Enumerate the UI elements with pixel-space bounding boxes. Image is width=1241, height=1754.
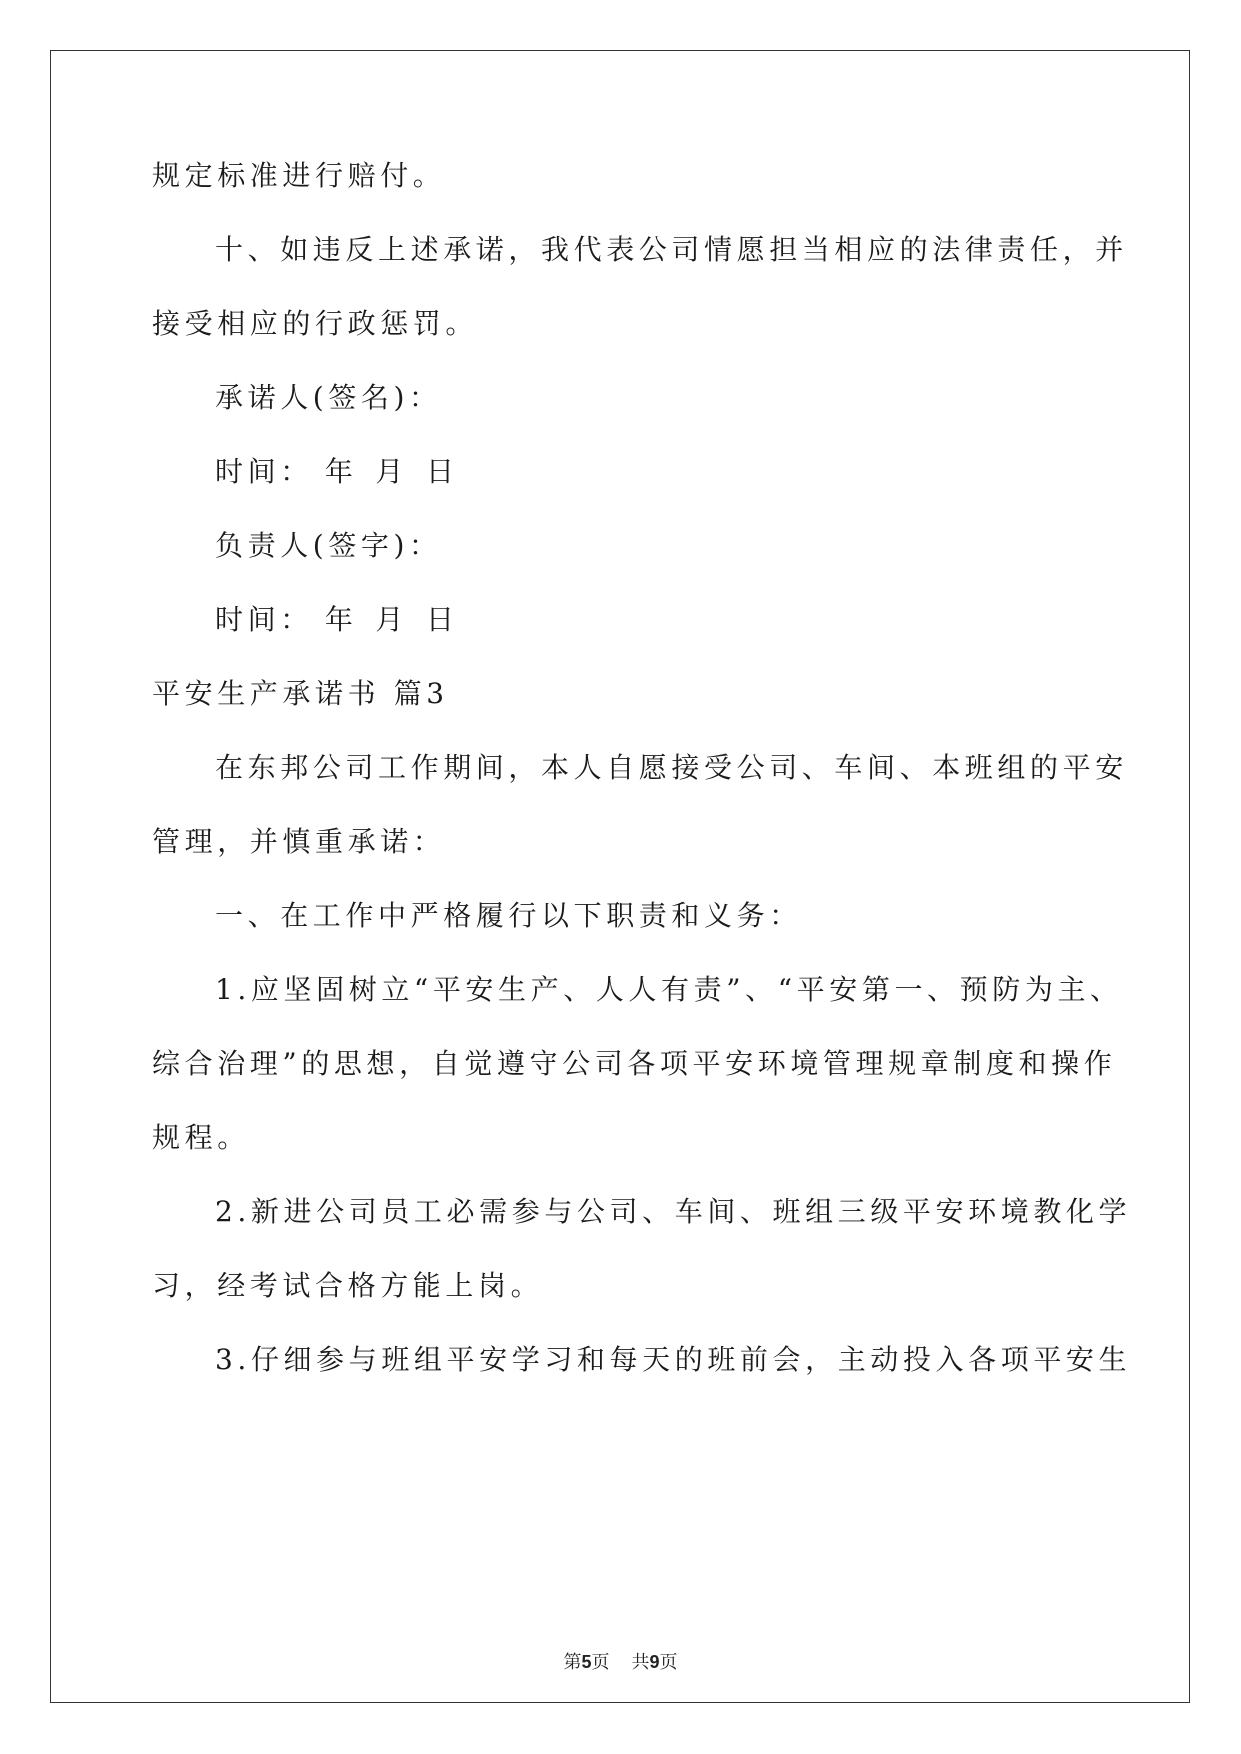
- year-label: 年: [324, 455, 358, 488]
- paragraph-line: 2.新进公司员工必需参与公司、车间、班组三级平安环境教化学: [215, 1195, 1132, 1228]
- current-page-number: 5: [581, 1652, 592, 1672]
- day-label: 日: [426, 603, 459, 636]
- paragraph-line: 习，经考试合格方能上岗。: [152, 1269, 544, 1302]
- time-label: 时间：: [215, 603, 313, 636]
- paragraph-line: 1.应坚固树立“平安生产、人人有责”、“平安第一、预防为主、: [215, 973, 1123, 1006]
- day-label: 日: [426, 455, 459, 488]
- month-label: 月: [375, 603, 409, 636]
- footer-total-suffix: 页: [659, 1652, 678, 1673]
- footer-prefix: 第: [563, 1652, 582, 1673]
- paragraph-line: 接受相应的行政惩罚。: [152, 307, 479, 340]
- page-border: [50, 50, 1190, 1703]
- total-pages-number: 9: [649, 1652, 660, 1672]
- footer-total-prefix: 共: [631, 1652, 650, 1673]
- paragraph-line: 规定标准进行赔付。: [152, 159, 446, 192]
- date-line-1: [215, 454, 459, 490]
- footer-page-suffix: 页: [591, 1652, 610, 1673]
- paragraph-line: 一、在工作中严格履行以下职责和义务：: [215, 899, 802, 932]
- paragraph-line: 十、如违反上述承诺，我代表公司情愿担当相应的法律责任，并: [215, 233, 1128, 266]
- paragraph-line: 综合治理”的思想，自觉遵守公司各项平安环境管理规章制度和操作: [152, 1047, 1117, 1080]
- section-title: 平安生产承诺书 篇3: [152, 677, 449, 710]
- page-footer: [0, 1650, 1241, 1675]
- year-label: 年: [324, 603, 358, 636]
- month-label: 月: [375, 455, 409, 488]
- paragraph-line: 3.仔细参与班组平安学习和每天的班前会，主动投入各项平安生: [215, 1343, 1132, 1376]
- responsible-signature-label: 负责人(签字)：: [215, 529, 442, 562]
- paragraph-line: 管理，并慎重承诺：: [152, 825, 446, 858]
- date-line-2: [215, 602, 459, 638]
- paragraph-line: 在东邦公司工作期间，本人自愿接受公司、车间、本班组的平安: [215, 751, 1128, 784]
- paragraph-line: 规程。: [152, 1121, 250, 1154]
- promisor-signature-label: 承诺人(签名)：: [215, 381, 442, 414]
- time-label: 时间：: [215, 455, 313, 488]
